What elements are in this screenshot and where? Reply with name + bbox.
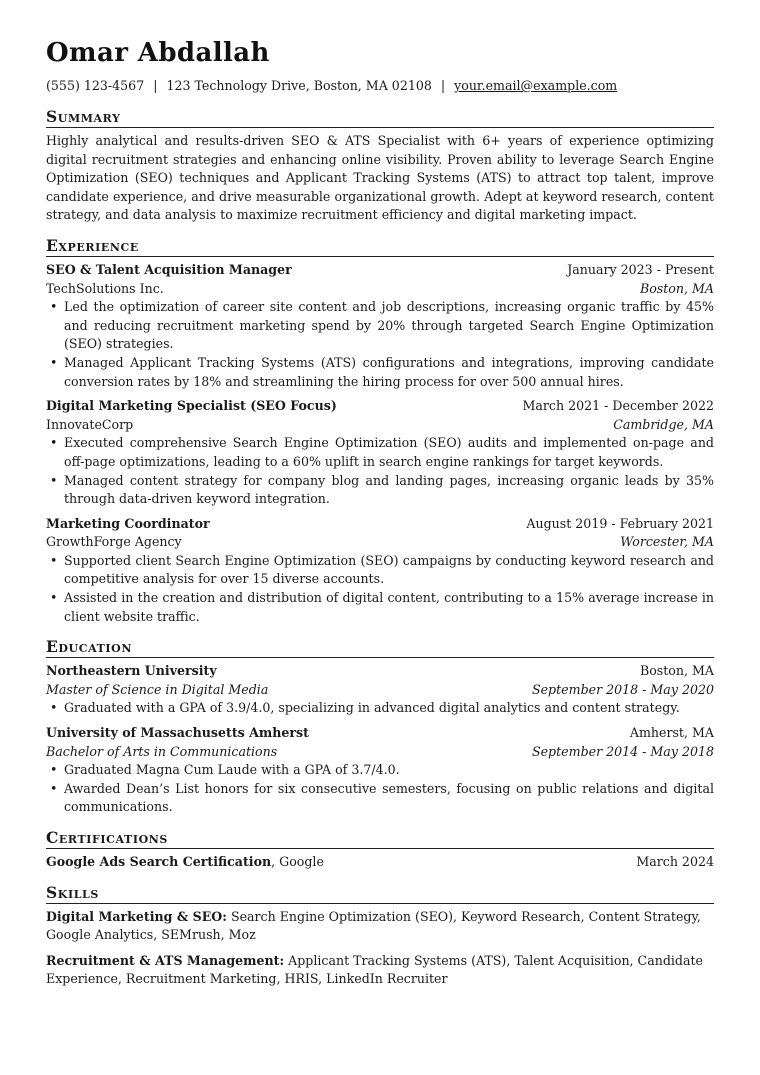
bullet-item: • Led the optimization of career site content and job descriptions, increasing organic traffic by 45% and reducing recruitment marketing spend by 20% through targeted Search Engine Optimization (SEO) strategies.	[46, 298, 714, 354]
bullet-item: • Managed Applicant Tracking Systems (ATS) configurations and integrations, improving candidate conversion rates by 18% and streamlining the hiring process for over 500 annual hires.	[46, 354, 714, 391]
company-name: TechSolutions Inc.	[46, 280, 164, 296]
job-title: Digital Marketing Specialist (SEO Focus)	[46, 398, 337, 414]
school-name: Northeastern University	[46, 663, 217, 679]
certification-date: March 2024	[636, 854, 714, 869]
skill-group-text: Applicant Tracking Systems (ATS), Talent Acquisition, Candidate Experience, Recruitment Marketing, HRIS, LinkedIn Recruiter	[46, 952, 703, 987]
email-link[interactable]: your.email@example.com	[454, 78, 618, 93]
certification-item	[46, 853, 714, 872]
education-entry	[46, 662, 714, 718]
education-section	[46, 637, 714, 817]
job-dates: January 2023 - Present	[567, 261, 714, 277]
skill-group	[46, 908, 714, 945]
job-title: Marketing Coordinator	[46, 515, 210, 531]
school-location: Boston, MA	[639, 663, 714, 679]
education-bullets	[46, 761, 714, 817]
skills-section	[46, 883, 714, 989]
section-title-summary: Summary	[46, 107, 714, 128]
company-name: GrowthForge Agency	[46, 534, 182, 550]
bullet-item: • Supported client Search Engine Optimization (SEO) campaigns by conducting keyword research and competitive analysis for over 15 diverse accounts.	[46, 552, 714, 589]
degree-name: Master of Science in Digital Media	[46, 681, 269, 697]
experience-entry	[46, 515, 714, 627]
bullet-item: • Managed content strategy for company blog and landing pages, increasing organic leads by 35% through data-driven keyword integration.	[46, 472, 714, 509]
education-bullets	[46, 699, 714, 718]
education-dates: September 2014 - May 2018	[531, 743, 714, 759]
skill-group-label: Digital Marketing & SEO:	[46, 908, 227, 924]
job-dates: March 2021 - December 2022	[522, 398, 714, 414]
bullet-item: • Executed comprehensive Search Engine Optimization (SEO) audits and implemented on-page and off-page optimizations, leading to a 60% uplift in search engine rankings for target keywords.	[46, 434, 714, 471]
address: 123 Technology Drive, Boston, MA 02108	[166, 78, 432, 93]
certifications-section	[46, 828, 714, 872]
contact-line	[46, 77, 714, 95]
job-bullets	[46, 552, 714, 626]
school-name: University of Massachusetts Amherst	[46, 725, 309, 741]
contact-separator: |	[153, 78, 158, 93]
education-dates: September 2018 - May 2020	[531, 681, 714, 697]
section-title-skills: Skills	[46, 883, 714, 904]
job-title: SEO & Talent Acquisition Manager	[46, 261, 292, 277]
experience-section	[46, 236, 714, 626]
section-title-certifications: Certifications	[46, 828, 714, 849]
skill-group	[46, 952, 714, 989]
section-title-experience: Experience	[46, 236, 714, 257]
summary-text: Highly analytical and results-driven SEO & ATS Specialist with 6+ years of experience optimizing digital recruitment strategies and enhancing online visibility. Proven ability to leverage Search Engine Optimization (SEO) techniques and Applicant Tracking Systems (ATS) to attract top talent, improve candidate experience, and drive measurable organizational growth. Adept at keyword research, content strategy, and data analysis to maximize recruitment efficiency and digital marketing impact.	[46, 133, 714, 223]
job-bullets	[46, 298, 714, 391]
school-location: Amherst, MA	[629, 725, 714, 741]
job-bullets	[46, 434, 714, 508]
bullet-item: • Assisted in the creation and distribution of digital content, contributing to a 15% average increase in client website traffic.	[46, 589, 714, 626]
degree-name: Bachelor of Arts in Communications	[46, 743, 278, 759]
skill-group-text: Search Engine Optimization (SEO), Keyword Research, Content Strategy, Google Analytics, SEMrush, Moz	[46, 908, 701, 943]
phone-number: (555) 123-4567	[46, 78, 145, 93]
job-dates: August 2019 - February 2021	[526, 515, 714, 531]
education-entry	[46, 724, 714, 817]
certification-issuer: , Google	[271, 854, 324, 869]
bullet-item: • Awarded Dean’s List honors for six consecutive semesters, focusing on public relations and digital communications.	[46, 780, 714, 817]
candidate-name: Omar Abdallah	[46, 38, 270, 68]
job-location: Boston, MA	[639, 280, 714, 296]
certification-name: Google Ads Search Certification	[46, 854, 272, 869]
company-name: InnovateCorp	[46, 416, 134, 432]
contact-separator: |	[440, 78, 446, 93]
bullet-item: • Graduated with a GPA of 3.9/4.0, specializing in advanced digital analytics and content strategy.	[46, 699, 714, 718]
resume-header	[46, 36, 714, 95]
bullet-item: • Graduated Magna Cum Laude with a GPA of 3.7/4.0.	[46, 761, 714, 780]
section-title-education: Education	[46, 637, 714, 658]
job-location: Cambridge, MA	[613, 416, 714, 432]
experience-entry	[46, 397, 714, 509]
job-location: Worcester, MA	[620, 534, 714, 550]
skill-group-label: Recruitment & ATS Management:	[46, 952, 285, 968]
experience-entry	[46, 261, 714, 391]
summary-section	[46, 107, 714, 225]
